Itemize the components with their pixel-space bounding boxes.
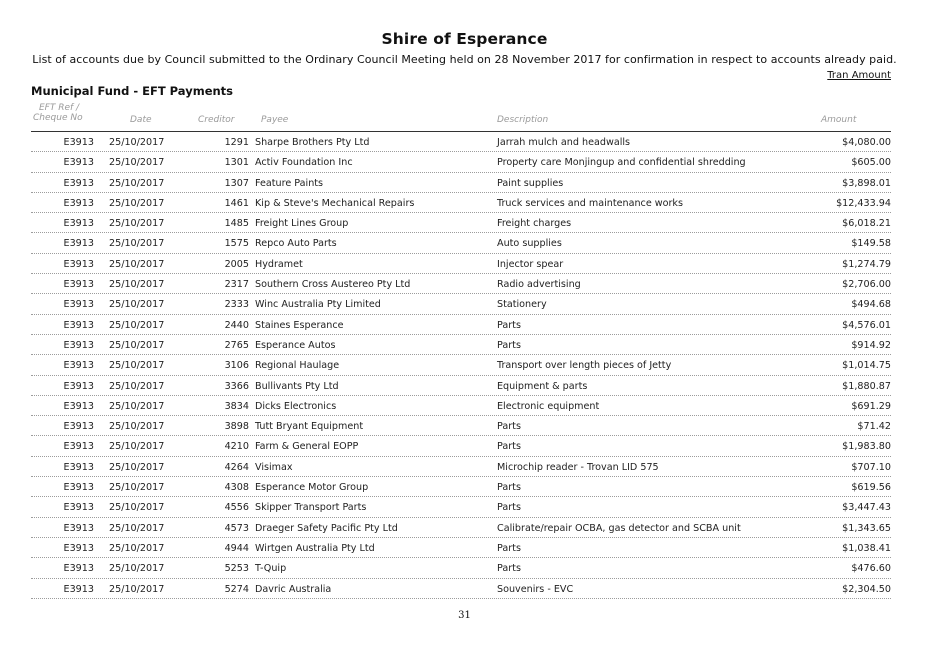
date-cell: 25/10/2017	[109, 177, 165, 189]
date-cell: 25/10/2017	[109, 339, 165, 351]
payee-cell: Esperance Autos	[255, 339, 336, 351]
description-cell: Paint supplies	[497, 177, 564, 189]
amount-cell: $71.42	[857, 421, 891, 433]
amount-cell: $2,304.50	[842, 583, 891, 595]
eft-ref-cell: E3913	[63, 380, 94, 392]
payments-table	[31, 132, 891, 599]
eft-ref-cell: E3913	[63, 461, 94, 473]
payee-cell: Activ Foundation Inc	[255, 157, 353, 169]
date-cell: 25/10/2017	[109, 461, 165, 473]
creditor-cell: 3366	[224, 380, 249, 392]
payee-cell: Esperance Motor Group	[255, 482, 369, 494]
description-cell: Transport over length pieces of Jetty	[497, 360, 672, 372]
column-header-payee: Payee	[261, 115, 289, 125]
column-header-description: Description	[497, 115, 549, 125]
description-cell: Equipment & parts	[497, 380, 588, 392]
description-cell: Property care Monjingup and confidential shredding	[497, 157, 746, 169]
description-cell: Parts	[497, 319, 521, 331]
creditor-cell: 1307	[224, 177, 249, 189]
table-row	[31, 315, 891, 335]
date-cell: 25/10/2017	[109, 380, 165, 392]
eft-ref-cell: E3913	[63, 258, 94, 270]
description-cell: Calibrate/repair OCBA, gas detector and SCBA unit	[497, 522, 741, 534]
date-cell: 25/10/2017	[109, 563, 165, 575]
date-cell: 25/10/2017	[109, 197, 165, 209]
creditor-cell: 4573	[224, 522, 249, 534]
amount-cell: $1,014.75	[842, 360, 891, 372]
amount-cell: $619.56	[851, 482, 891, 494]
tran-amount-label: Tran Amount	[827, 70, 891, 81]
date-cell: 25/10/2017	[109, 360, 165, 372]
eft-ref-cell: E3913	[63, 157, 94, 169]
description-cell: Radio advertising	[497, 279, 581, 291]
amount-cell: $605.00	[851, 157, 891, 169]
payee-cell: Bullivants Pty Ltd	[255, 380, 339, 392]
eft-ref-cell: E3913	[63, 542, 94, 554]
date-cell: 25/10/2017	[109, 400, 165, 412]
section-title: Municipal Fund - EFT Payments	[31, 84, 234, 98]
eft-ref-cell: E3913	[63, 583, 94, 595]
payee-cell: Feature Paints	[255, 177, 324, 189]
eft-ref-cell: E3913	[63, 421, 94, 433]
table-row	[31, 355, 891, 375]
eft-ref-cell: E3913	[63, 482, 94, 494]
description-cell: Parts	[497, 542, 521, 554]
amount-cell: $149.58	[851, 238, 891, 250]
payee-cell: Winc Australia Pty Limited	[255, 299, 381, 311]
amount-cell: $2,706.00	[842, 279, 891, 291]
amount-cell: $1,274.79	[842, 258, 891, 270]
date-cell: 25/10/2017	[109, 502, 165, 514]
date-cell: 25/10/2017	[109, 238, 165, 250]
report-subtitle: List of accounts due by Council submitted to the Ordinary Council Meeting held on 28 November 2017 for confirmation in respect to accounts already paid.	[32, 53, 897, 66]
creditor-cell: 4556	[224, 502, 249, 514]
table-row	[31, 335, 891, 355]
creditor-cell: 5253	[224, 563, 249, 575]
date-cell: 25/10/2017	[109, 583, 165, 595]
creditor-cell: 3106	[224, 360, 249, 372]
creditor-cell: 2765	[224, 339, 249, 351]
eft-ref-cell: E3913	[63, 299, 94, 311]
amount-cell: $476.60	[851, 563, 891, 575]
column-header-date: Date	[130, 115, 152, 125]
description-cell: Parts	[497, 421, 521, 433]
date-cell: 25/10/2017	[109, 258, 165, 270]
creditor-cell: 4210	[224, 441, 249, 453]
date-cell: 25/10/2017	[109, 482, 165, 494]
column-header-ref-line1: EFT Ref /	[39, 103, 80, 113]
creditor-cell: 1461	[224, 197, 249, 209]
payee-cell: Dicks Electronics	[255, 400, 337, 412]
amount-cell: $914.92	[851, 339, 891, 351]
payee-cell: Sharpe Brothers Pty Ltd	[255, 137, 370, 148]
table-row	[31, 457, 891, 477]
payee-cell: Wirtgen Australia Pty Ltd	[255, 542, 375, 554]
eft-ref-cell: E3913	[63, 218, 94, 230]
creditor-cell: 4308	[224, 482, 249, 494]
payee-cell: Repco Auto Parts	[255, 238, 337, 250]
description-cell: Parts	[497, 482, 521, 494]
creditor-cell: 4264	[224, 461, 249, 473]
payee-cell: Skipper Transport Parts	[255, 502, 367, 514]
date-cell: 25/10/2017	[109, 522, 165, 534]
payee-cell: Farm & General EOPP	[255, 441, 359, 453]
table-row	[31, 294, 891, 314]
date-cell: 25/10/2017	[109, 218, 165, 230]
amount-cell: $1,038.41	[842, 542, 891, 554]
table-row	[31, 558, 891, 578]
table-row	[31, 416, 891, 436]
amount-cell: $1,343.65	[842, 522, 891, 534]
amount-cell: $6,018.21	[842, 218, 891, 230]
date-cell: 25/10/2017	[109, 421, 165, 433]
table-row	[31, 518, 891, 538]
eft-ref-cell: E3913	[63, 279, 94, 291]
description-cell: Jarrah mulch and headwalls	[497, 137, 631, 148]
description-cell: Parts	[497, 502, 521, 514]
payee-cell: Southern Cross Austereo Pty Ltd	[255, 279, 411, 291]
eft-ref-cell: E3913	[63, 502, 94, 514]
eft-ref-cell: E3913	[63, 563, 94, 575]
eft-ref-cell: E3913	[63, 238, 94, 250]
eft-ref-cell: E3913	[63, 522, 94, 534]
eft-ref-cell: E3913	[63, 137, 94, 148]
description-cell: Freight charges	[497, 218, 572, 230]
eft-ref-cell: E3913	[63, 319, 94, 331]
creditor-cell: 1301	[224, 157, 249, 169]
date-cell: 25/10/2017	[109, 441, 165, 453]
column-header-creditor: Creditor	[198, 115, 235, 125]
payee-cell: T-Quip	[255, 563, 287, 575]
table-row	[31, 477, 891, 497]
creditor-cell: 2440	[224, 319, 249, 331]
amount-cell: $3,447.43	[842, 502, 891, 514]
table-row	[31, 376, 891, 396]
table-row	[31, 213, 891, 233]
description-cell: Souvenirs - EVC	[497, 583, 574, 595]
eft-ref-cell: E3913	[63, 400, 94, 412]
description-cell: Stationery	[497, 299, 547, 311]
description-cell: Parts	[497, 563, 521, 575]
description-cell: Microchip reader - Trovan LID 575	[497, 461, 659, 473]
date-cell: 25/10/2017	[109, 319, 165, 331]
payee-cell: Kip & Steve's Mechanical Repairs	[255, 197, 415, 209]
amount-cell: $1,983.80	[842, 441, 891, 453]
eft-ref-cell: E3913	[63, 177, 94, 189]
payee-cell: Staines Esperance	[255, 319, 344, 331]
payee-cell: Draeger Safety Pacific Pty Ltd	[255, 522, 398, 534]
eft-ref-cell: E3913	[63, 360, 94, 372]
amount-cell: $4,080.00	[842, 137, 891, 148]
amount-cell: $4,576.01	[842, 319, 891, 331]
table-row	[31, 274, 891, 294]
page-title: Shire of Esperance	[381, 30, 548, 48]
creditor-cell: 1575	[224, 238, 249, 250]
table-row	[31, 173, 891, 193]
creditor-cell: 2005	[224, 258, 249, 270]
table-row	[31, 396, 891, 416]
description-cell: Auto supplies	[497, 238, 562, 250]
table-row	[31, 233, 891, 253]
amount-cell: $1,880.87	[842, 380, 891, 392]
table-row	[31, 497, 891, 517]
payee-cell: Hydramet	[255, 258, 303, 270]
table-row	[31, 436, 891, 456]
creditor-cell: 5274	[224, 583, 249, 595]
table-row	[31, 254, 891, 274]
eft-ref-cell: E3913	[63, 197, 94, 209]
date-cell: 25/10/2017	[109, 299, 165, 311]
creditor-cell: 2317	[224, 279, 249, 291]
payee-cell: Freight Lines Group	[255, 218, 349, 230]
page-number: 31	[458, 610, 471, 621]
description-cell: Parts	[497, 339, 521, 351]
creditor-cell: 1291	[224, 137, 249, 148]
date-cell: 25/10/2017	[109, 279, 165, 291]
eft-ref-cell: E3913	[63, 339, 94, 351]
date-cell: 25/10/2017	[109, 157, 165, 169]
description-cell: Injector spear	[497, 258, 564, 270]
amount-cell: $12,433.94	[836, 197, 891, 209]
amount-cell: $3,898.01	[842, 177, 891, 189]
table-row	[31, 152, 891, 172]
date-cell: 25/10/2017	[109, 542, 165, 554]
creditor-cell: 3834	[224, 400, 249, 412]
amount-cell: $691.29	[851, 400, 891, 412]
table-row	[31, 538, 891, 558]
creditor-cell: 2333	[224, 299, 249, 311]
amount-cell: $494.68	[851, 299, 891, 311]
creditor-cell: 4944	[224, 542, 249, 554]
amount-cell: $707.10	[851, 461, 891, 473]
creditor-cell: 3898	[224, 421, 249, 433]
payee-cell: Davric Australia	[255, 583, 332, 595]
payee-cell: Tutt Bryant Equipment	[255, 421, 364, 433]
table-row	[31, 193, 891, 213]
creditor-cell: 1485	[224, 218, 249, 230]
description-cell: Parts	[497, 441, 521, 453]
description-cell: Truck services and maintenance works	[497, 197, 683, 209]
date-cell: 25/10/2017	[109, 137, 165, 148]
payee-cell: Regional Haulage	[255, 360, 340, 372]
column-header-amount: Amount	[821, 115, 857, 125]
column-header-ref-line2: Cheque No	[33, 113, 83, 123]
description-cell: Electronic equipment	[497, 400, 600, 412]
table-row	[31, 132, 891, 152]
payee-cell: Visimax	[255, 461, 293, 473]
eft-ref-cell: E3913	[63, 441, 94, 453]
table-row	[31, 579, 891, 599]
